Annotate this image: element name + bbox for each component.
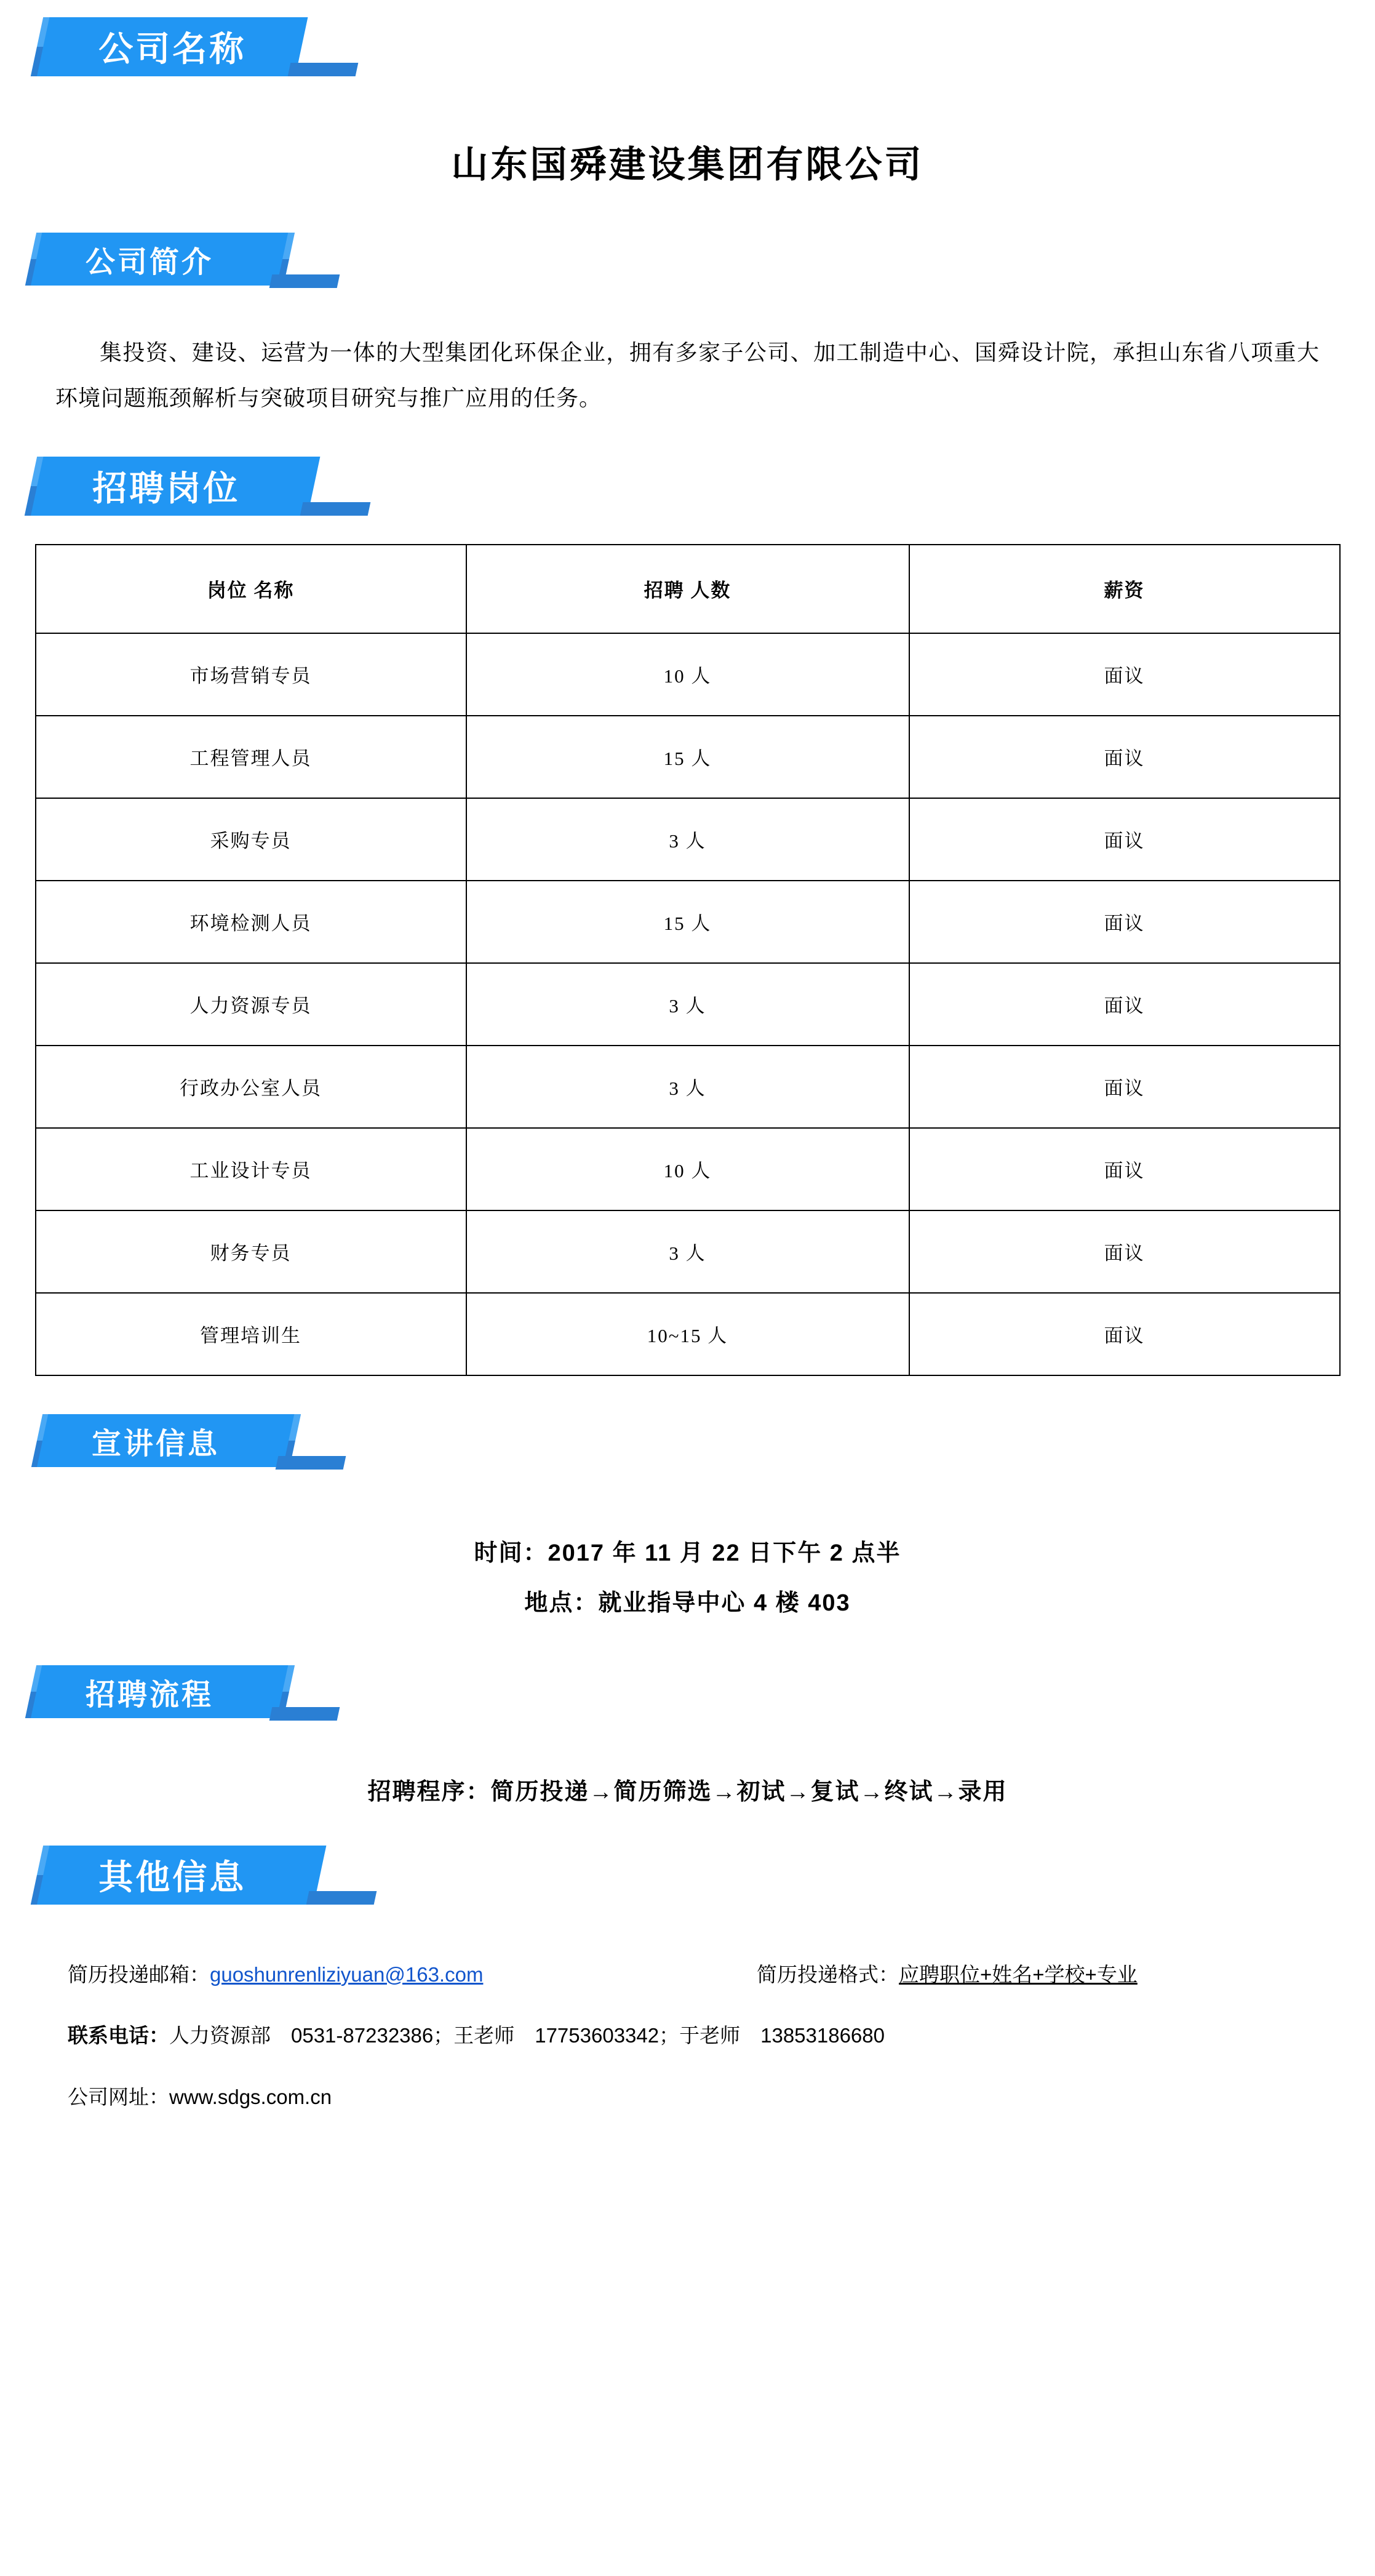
website-value[interactable]: www.sdgs.com.cn <box>169 2086 332 2109</box>
cell-salary: 面议 <box>909 633 1340 716</box>
format-group <box>757 1951 1138 1998</box>
table-header-row <box>36 545 1340 633</box>
cell-salary: 面议 <box>909 798 1340 881</box>
cell-count: 15 人 <box>466 881 909 963</box>
table-header-salary: 薪资 <box>909 545 1340 633</box>
cell-count: 3 人 <box>466 798 909 881</box>
cell-salary: 面议 <box>909 716 1340 798</box>
section-banner-intro <box>0 213 1375 305</box>
email-group <box>68 1951 757 1998</box>
cell-position: 财务专员 <box>36 1210 466 1293</box>
email-row <box>68 1951 1307 1998</box>
cell-position: 工程管理人员 <box>36 716 466 798</box>
section-title-talk: 宣讲信息 <box>92 1427 220 1460</box>
cell-count: 3 人 <box>466 963 909 1046</box>
cell-salary: 面议 <box>909 881 1340 963</box>
table-row <box>36 1210 1340 1293</box>
phone-label: 联系电话： <box>68 2024 169 2047</box>
section-banner-jobs <box>0 439 1375 532</box>
website-row <box>68 2074 1307 2121</box>
table-row <box>36 633 1340 716</box>
talk-place: 地点：就业指导中心 4 楼 403 <box>524 1590 851 1616</box>
phone-value: 人力资源部 0531-87232386；王老师 17753603342；于老师 13853186680 <box>169 2024 885 2047</box>
phone-row <box>68 2012 1307 2059</box>
section-title-company-name: 公司名称 <box>98 30 247 68</box>
cell-count: 3 人 <box>466 1046 909 1128</box>
process-text: 招聘程序：简历投递→简历筛选→初试→复试→终试→录用 <box>367 1778 1008 1805</box>
cell-count: 3 人 <box>466 1210 909 1293</box>
company-name: 山东国舜建设集团有限公司 <box>451 144 924 185</box>
table-header-count: 招聘 人数 <box>466 545 909 633</box>
talk-time: 时间：2017 年 11 月 22 日下午 2 点半 <box>474 1540 901 1566</box>
table-header-position: 岗位 名称 <box>36 545 466 633</box>
banner-bar <box>37 17 308 76</box>
cell-salary: 面议 <box>909 1293 1340 1375</box>
section-banner-process <box>0 1646 1375 1738</box>
format-label: 简历投递格式： <box>757 1962 899 1986</box>
cell-count: 10~15 人 <box>466 1293 909 1375</box>
section-title-other: 其他信息 <box>98 1857 247 1897</box>
banner-tail-stripe <box>269 1707 340 1721</box>
cell-position: 管理培训生 <box>36 1293 466 1375</box>
banner-bar <box>37 1414 294 1467</box>
email-label: 简历投递邮箱： <box>68 1962 210 1986</box>
cell-count: 10 人 <box>466 633 909 716</box>
cell-salary: 面议 <box>909 1046 1340 1128</box>
cell-count: 10 人 <box>466 1128 909 1210</box>
cell-position: 人力资源专员 <box>36 963 466 1046</box>
banner-tail-stripe <box>306 1891 377 1905</box>
cell-position: 环境检测人员 <box>36 881 466 963</box>
table-row <box>36 963 1340 1046</box>
talk-info <box>0 1487 1375 1646</box>
banner-tail-stripe <box>276 1456 346 1470</box>
jobs-table <box>35 544 1341 1376</box>
cell-position: 市场营销专员 <box>36 633 466 716</box>
section-title-process: 招聘流程 <box>86 1678 214 1711</box>
cell-salary: 面议 <box>909 963 1340 1046</box>
section-banner-company-name <box>0 0 1375 92</box>
email-value[interactable]: guoshunrenliziyuan@163.com <box>210 1962 484 1986</box>
banner-bar <box>31 1665 288 1718</box>
website-label: 公司网址： <box>68 2086 169 2109</box>
section-title-jobs: 招聘岗位 <box>92 468 241 508</box>
section-banner-talk <box>0 1394 1375 1487</box>
cell-salary: 面议 <box>909 1128 1340 1210</box>
section-banner-other <box>0 1828 1375 1921</box>
table-row <box>36 881 1340 963</box>
table-row <box>36 716 1340 798</box>
banner-tail-stripe <box>269 274 340 288</box>
cell-count: 15 人 <box>466 716 909 798</box>
cell-position: 工业设计专员 <box>36 1128 466 1210</box>
section-title-intro: 公司简介 <box>86 246 214 279</box>
format-value: 应聘职位+姓名+学校+专业 <box>899 1962 1138 1986</box>
jobs-table-wrapper <box>0 532 1375 1376</box>
table-row <box>36 1046 1340 1128</box>
banner-bar <box>37 1846 326 1905</box>
table-row <box>36 798 1340 881</box>
other-info <box>0 1921 1375 2154</box>
banner-bar <box>31 457 320 516</box>
cell-salary: 面议 <box>909 1210 1340 1293</box>
cell-position: 行政办公室人员 <box>36 1046 466 1128</box>
table-row <box>36 1293 1340 1375</box>
table-row <box>36 1128 1340 1210</box>
banner-bar <box>31 233 288 286</box>
banner-tail-stripe <box>288 63 359 76</box>
banner-tail-stripe <box>300 502 371 516</box>
company-intro-text: 集投资、建设、运营为一体的大型集团化环保企业，拥有多家子公司、加工制造中心、国舜设计院，承担山东省八项重大环境问题瓶颈解析与突破项目研究与推广应用的任务。 <box>55 340 1320 410</box>
cell-position: 采购专员 <box>36 798 466 881</box>
